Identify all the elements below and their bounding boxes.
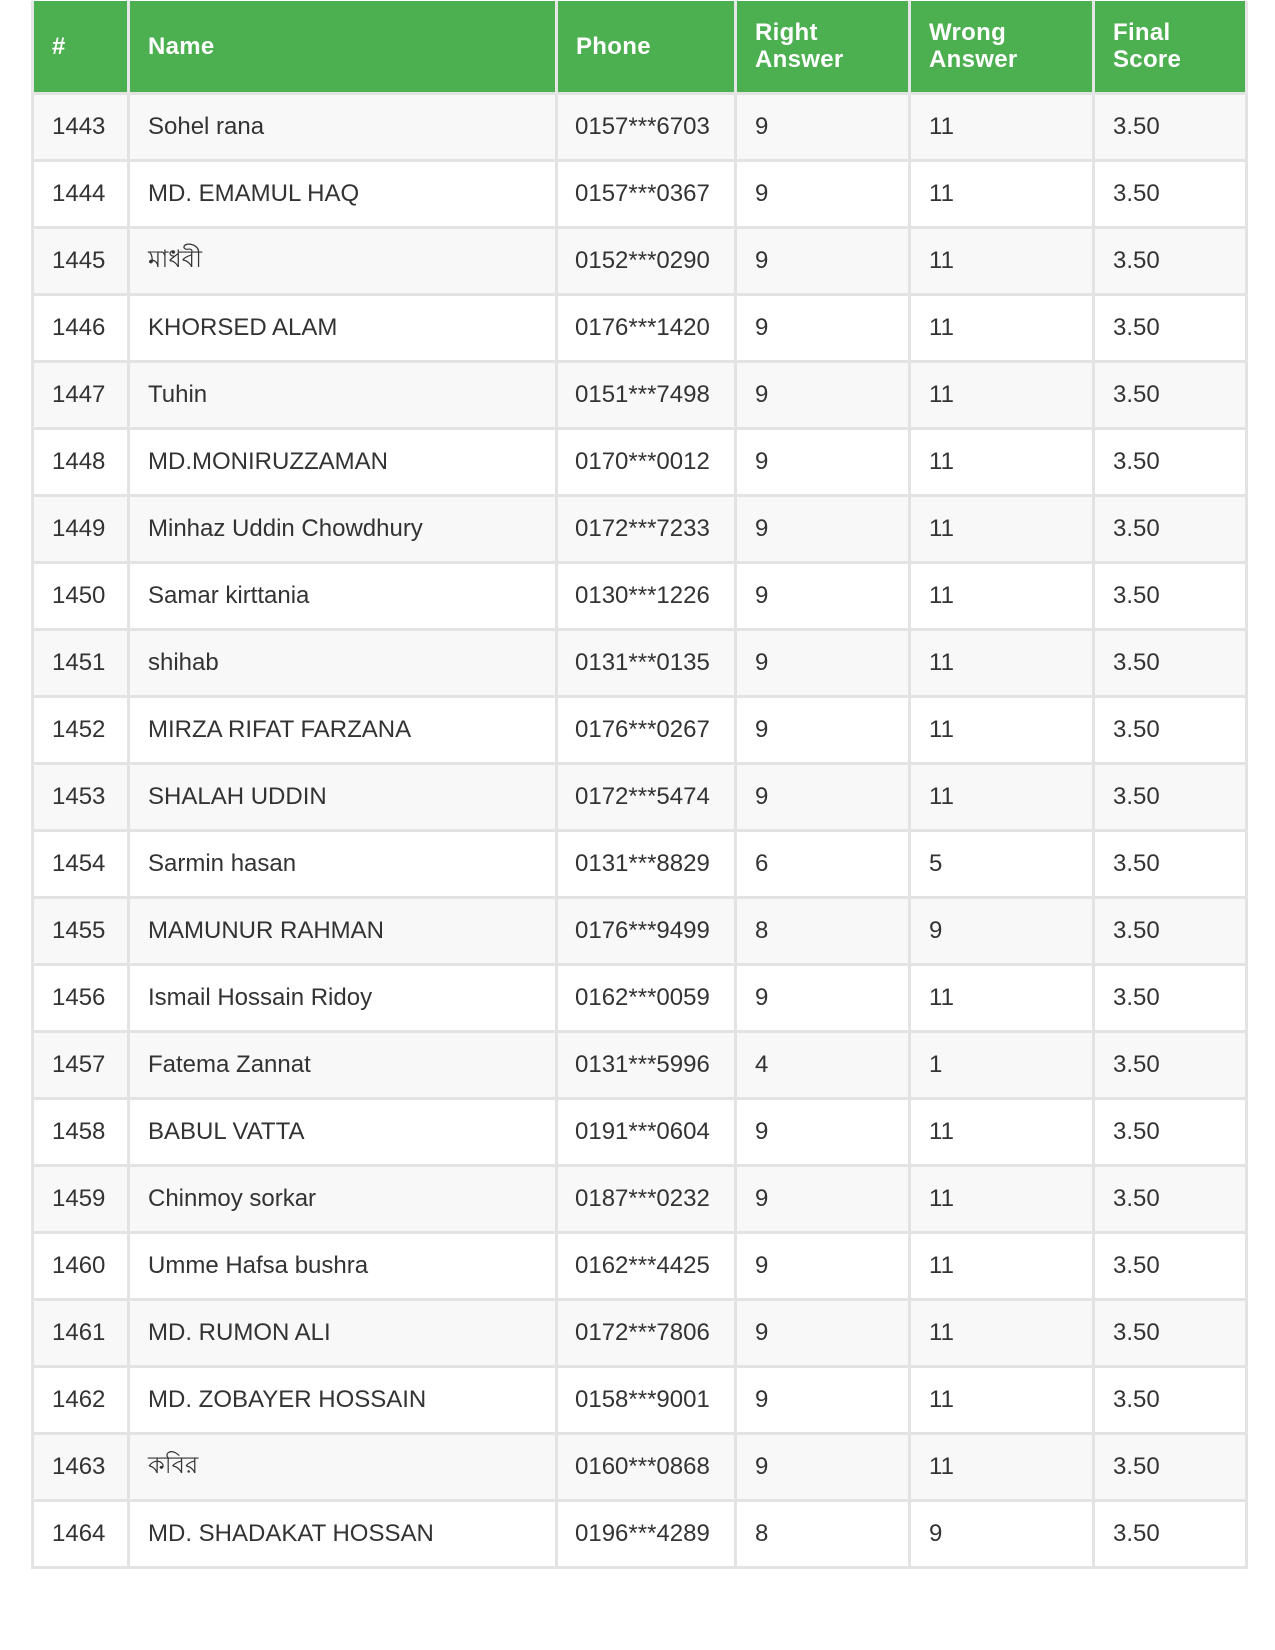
cell-num: 1457 [33, 1031, 129, 1098]
cell-wrong-answer: 11 [910, 562, 1094, 629]
cell-wrong-answer: 11 [910, 1299, 1094, 1366]
cell-name: KHORSED ALAM [129, 294, 557, 361]
cell-num: 1458 [33, 1098, 129, 1165]
cell-right-answer: 9 [736, 495, 910, 562]
header-score-line1: Final [1113, 19, 1171, 47]
table-row [33, 1500, 1247, 1567]
cell-final-score: 3.50 [1094, 294, 1247, 361]
cell-phone: 0131***0135 [557, 629, 736, 696]
cell-num: 1460 [33, 1232, 129, 1299]
cell-wrong-answer: 11 [910, 160, 1094, 227]
cell-final-score: 3.50 [1094, 763, 1247, 830]
table-row [33, 1031, 1247, 1098]
cell-num: 1452 [33, 696, 129, 763]
cell-num: 1450 [33, 562, 129, 629]
cell-name: কবির [129, 1433, 557, 1500]
cell-right-answer: 9 [736, 763, 910, 830]
header-final-score [1094, 1, 1247, 93]
cell-final-score: 3.50 [1094, 227, 1247, 294]
cell-wrong-answer: 11 [910, 93, 1094, 160]
cell-wrong-answer: 11 [910, 428, 1094, 495]
cell-phone: 0172***5474 [557, 763, 736, 830]
cell-phone: 0131***8829 [557, 830, 736, 897]
cell-name: Tuhin [129, 361, 557, 428]
cell-phone: 0172***7233 [557, 495, 736, 562]
cell-wrong-answer: 11 [910, 1098, 1094, 1165]
cell-phone: 0196***4289 [557, 1500, 736, 1567]
cell-final-score: 3.50 [1094, 964, 1247, 1031]
cell-name: MD. ZOBAYER HOSSAIN [129, 1366, 557, 1433]
cell-num: 1454 [33, 830, 129, 897]
table-row [33, 830, 1247, 897]
cell-phone: 0176***0267 [557, 696, 736, 763]
table-row [33, 1366, 1247, 1433]
cell-right-answer: 9 [736, 93, 910, 160]
cell-final-score: 3.50 [1094, 1500, 1247, 1567]
cell-num: 1461 [33, 1299, 129, 1366]
cell-wrong-answer: 5 [910, 830, 1094, 897]
cell-phone: 0131***5996 [557, 1031, 736, 1098]
cell-final-score: 3.50 [1094, 1165, 1247, 1232]
cell-phone: 0170***0012 [557, 428, 736, 495]
cell-name: MD. SHADAKAT HOSSAN [129, 1500, 557, 1567]
cell-right-answer: 9 [736, 227, 910, 294]
cell-num: 1444 [33, 160, 129, 227]
table-row [33, 964, 1247, 1031]
cell-right-answer: 9 [736, 1299, 910, 1366]
cell-name: Sohel rana [129, 93, 557, 160]
cell-final-score: 3.50 [1094, 629, 1247, 696]
cell-final-score: 3.50 [1094, 1031, 1247, 1098]
cell-num: 1448 [33, 428, 129, 495]
cell-wrong-answer: 1 [910, 1031, 1094, 1098]
cell-phone: 0157***6703 [557, 93, 736, 160]
header-phone: Phone [557, 1, 736, 93]
cell-name: Sarmin hasan [129, 830, 557, 897]
cell-final-score: 3.50 [1094, 1299, 1247, 1366]
cell-num: 1446 [33, 294, 129, 361]
cell-right-answer: 9 [736, 1098, 910, 1165]
cell-name: SHALAH UDDIN [129, 763, 557, 830]
cell-right-answer: 9 [736, 964, 910, 1031]
table-row [33, 428, 1247, 495]
cell-final-score: 3.50 [1094, 830, 1247, 897]
cell-final-score: 3.50 [1094, 1232, 1247, 1299]
table-row [33, 1299, 1247, 1366]
cell-name: Chinmoy sorkar [129, 1165, 557, 1232]
cell-right-answer: 8 [736, 1500, 910, 1567]
cell-right-answer: 9 [736, 629, 910, 696]
cell-final-score: 3.50 [1094, 897, 1247, 964]
results-table [31, 1, 1248, 1569]
cell-right-answer: 9 [736, 160, 910, 227]
cell-num: 1455 [33, 897, 129, 964]
cell-name: MD. EMAMUL HAQ [129, 160, 557, 227]
cell-phone: 0151***7498 [557, 361, 736, 428]
cell-final-score: 3.50 [1094, 428, 1247, 495]
cell-final-score: 3.50 [1094, 361, 1247, 428]
cell-right-answer: 9 [736, 361, 910, 428]
header-wrong-line2: Answer [929, 46, 1018, 74]
cell-num: 1463 [33, 1433, 129, 1500]
table-row [33, 361, 1247, 428]
cell-num: 1462 [33, 1366, 129, 1433]
header-num: # [33, 1, 129, 93]
cell-name: MD.MONIRUZZAMAN [129, 428, 557, 495]
cell-name: Umme Hafsa bushra [129, 1232, 557, 1299]
cell-phone: 0162***4425 [557, 1232, 736, 1299]
table-row [33, 1098, 1247, 1165]
cell-wrong-answer: 9 [910, 1500, 1094, 1567]
cell-right-answer: 9 [736, 428, 910, 495]
header-right-answer [736, 1, 910, 93]
cell-name: Fatema Zannat [129, 1031, 557, 1098]
cell-num: 1459 [33, 1165, 129, 1232]
cell-wrong-answer: 11 [910, 696, 1094, 763]
cell-wrong-answer: 11 [910, 1366, 1094, 1433]
cell-num: 1453 [33, 763, 129, 830]
header-wrong-line1: Wrong [929, 19, 1007, 47]
cell-right-answer: 9 [736, 1165, 910, 1232]
cell-right-answer: 9 [736, 1433, 910, 1500]
cell-num: 1464 [33, 1500, 129, 1567]
cell-num: 1449 [33, 495, 129, 562]
cell-wrong-answer: 11 [910, 1165, 1094, 1232]
header-right-line2: Answer [755, 46, 844, 74]
cell-name: Minhaz Uddin Chowdhury [129, 495, 557, 562]
cell-name: MD. RUMON ALI [129, 1299, 557, 1366]
table-row [33, 227, 1247, 294]
header-wrong-answer [910, 1, 1094, 93]
table-row [33, 1433, 1247, 1500]
cell-num: 1456 [33, 964, 129, 1031]
cell-final-score: 3.50 [1094, 160, 1247, 227]
table-row [33, 93, 1247, 160]
cell-wrong-answer: 11 [910, 629, 1094, 696]
header-name: Name [129, 1, 557, 93]
table-row [33, 1165, 1247, 1232]
cell-num: 1443 [33, 93, 129, 160]
table-row [33, 696, 1247, 763]
cell-name: BABUL VATTA [129, 1098, 557, 1165]
cell-num: 1451 [33, 629, 129, 696]
cell-right-answer: 9 [736, 562, 910, 629]
cell-right-answer: 9 [736, 1232, 910, 1299]
header-score-line2: Score [1113, 46, 1182, 74]
cell-wrong-answer: 11 [910, 294, 1094, 361]
cell-final-score: 3.50 [1094, 696, 1247, 763]
cell-phone: 0187***0232 [557, 1165, 736, 1232]
cell-final-score: 3.50 [1094, 1433, 1247, 1500]
cell-final-score: 3.50 [1094, 1366, 1247, 1433]
cell-phone: 0176***9499 [557, 897, 736, 964]
header-row [33, 1, 1247, 93]
cell-wrong-answer: 11 [910, 227, 1094, 294]
cell-name: shihab [129, 629, 557, 696]
table-row [33, 763, 1247, 830]
cell-right-answer: 9 [736, 696, 910, 763]
header-right-line1: Right [755, 19, 818, 47]
cell-phone: 0162***0059 [557, 964, 736, 1031]
cell-num: 1447 [33, 361, 129, 428]
cell-wrong-answer: 11 [910, 763, 1094, 830]
cell-right-answer: 9 [736, 1366, 910, 1433]
cell-phone: 0176***1420 [557, 294, 736, 361]
cell-phone: 0158***9001 [557, 1366, 736, 1433]
table-header [33, 1, 1247, 93]
cell-right-answer: 8 [736, 897, 910, 964]
cell-wrong-answer: 11 [910, 1433, 1094, 1500]
table-row [33, 562, 1247, 629]
table-row [33, 160, 1247, 227]
table-row [33, 629, 1247, 696]
cell-num: 1445 [33, 227, 129, 294]
cell-wrong-answer: 11 [910, 964, 1094, 1031]
cell-final-score: 3.50 [1094, 562, 1247, 629]
cell-final-score: 3.50 [1094, 93, 1247, 160]
cell-wrong-answer: 9 [910, 897, 1094, 964]
table-row [33, 1232, 1247, 1299]
table-row [33, 495, 1247, 562]
table-body [33, 93, 1247, 1567]
cell-name: Ismail Hossain Ridoy [129, 964, 557, 1031]
cell-phone: 0172***7806 [557, 1299, 736, 1366]
cell-wrong-answer: 11 [910, 495, 1094, 562]
cell-name: Samar kirttania [129, 562, 557, 629]
cell-wrong-answer: 11 [910, 1232, 1094, 1299]
cell-name: MIRZA RIFAT FARZANA [129, 696, 557, 763]
cell-final-score: 3.50 [1094, 495, 1247, 562]
cell-right-answer: 9 [736, 294, 910, 361]
cell-phone: 0157***0367 [557, 160, 736, 227]
cell-phone: 0152***0290 [557, 227, 736, 294]
cell-right-answer: 4 [736, 1031, 910, 1098]
cell-final-score: 3.50 [1094, 1098, 1247, 1165]
cell-phone: 0191***0604 [557, 1098, 736, 1165]
cell-name: মাধবী [129, 227, 557, 294]
table-row [33, 897, 1247, 964]
table-row [33, 294, 1247, 361]
cell-name: MAMUNUR RAHMAN [129, 897, 557, 964]
cell-phone: 0130***1226 [557, 562, 736, 629]
cell-wrong-answer: 11 [910, 361, 1094, 428]
cell-right-answer: 6 [736, 830, 910, 897]
cell-phone: 0160***0868 [557, 1433, 736, 1500]
